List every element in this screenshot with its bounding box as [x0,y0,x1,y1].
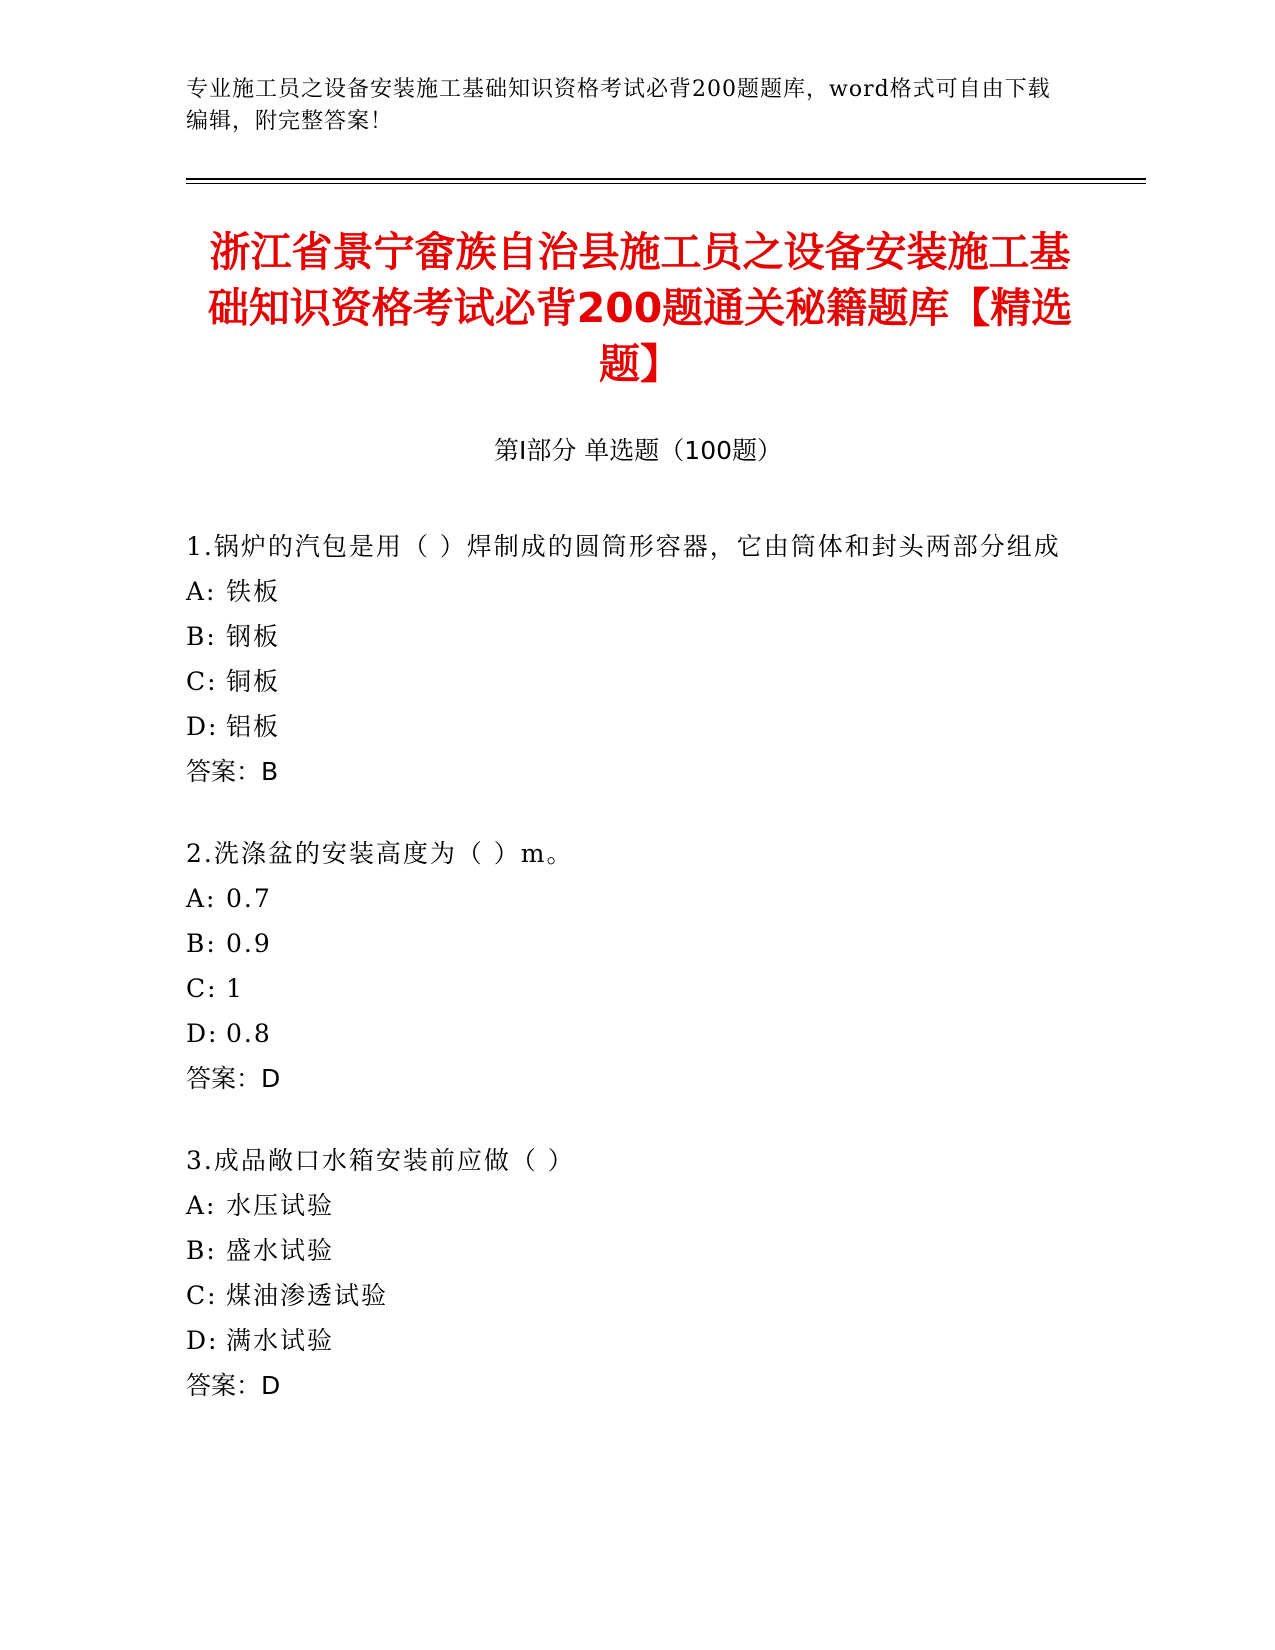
option-text: 水压试验 [226,1191,335,1220]
answer: 答案：B [186,757,279,786]
option-key: D: [186,712,219,741]
option-text: 0.7 [226,884,272,913]
header-note: 专业施工员之设备安装施工基础知识资格考试必背200题题库，word格式可自由下载编辑，附完整答案！ [186,77,1051,134]
question-stem: 3.成品敞口水箱安装前应做（ ） [186,1146,575,1175]
header-divider-thin [186,183,1146,184]
option-text: 盛水试验 [226,1236,335,1265]
option-text: 钢板 [226,622,281,651]
option-text: 1 [226,974,244,1003]
option-a [186,569,1066,614]
document-title: 浙江省景宁畲族自治县施工员之设备安装施工基础知识资格考试必背200题通关秘籍题库【精选题】 [207,228,1073,388]
answer: 答案：D [186,1371,281,1400]
option-b [186,1228,1066,1273]
option-key: C: [186,1281,218,1310]
option-c [186,966,1066,1011]
question-list [186,524,1066,1445]
option-key: C: [186,974,218,1003]
option-key: A: [186,1191,217,1220]
question-1 [186,524,1066,794]
option-a [186,876,1066,921]
question-stem: 2.洗涤盆的安装高度为（ ）m。 [186,839,574,868]
section-title: 第Ⅰ部分 单选题（100题） [493,436,783,465]
option-a [186,1183,1066,1228]
option-key: B: [186,622,217,651]
option-key: B: [186,929,217,958]
question-3 [186,1138,1066,1408]
option-key: D: [186,1019,219,1048]
question-stem: 1.锅炉的汽包是用（ ）焊制成的圆筒形容器，它由筒体和封头两部分组成 [186,532,1061,561]
option-key: A: [186,577,217,606]
question-2 [186,831,1066,1101]
option-text: 铜板 [226,667,281,696]
option-key: C: [186,667,218,696]
option-key: D: [186,1326,219,1355]
option-text: 煤油渗透试验 [226,1281,389,1310]
option-text: 0.9 [226,929,272,958]
option-d [186,1318,1066,1363]
option-text: 铁板 [226,577,281,606]
option-d [186,1011,1066,1056]
option-b [186,614,1066,659]
option-b [186,921,1066,966]
header-divider-thick [186,178,1146,180]
option-c [186,659,1066,704]
option-text: 铝板 [226,712,281,741]
option-d [186,704,1066,749]
option-text: 满水试验 [226,1326,335,1355]
option-key: A: [186,884,217,913]
answer: 答案：D [186,1064,281,1093]
option-text: 0.8 [226,1019,272,1048]
option-key: B: [186,1236,217,1265]
option-c [186,1273,1066,1318]
